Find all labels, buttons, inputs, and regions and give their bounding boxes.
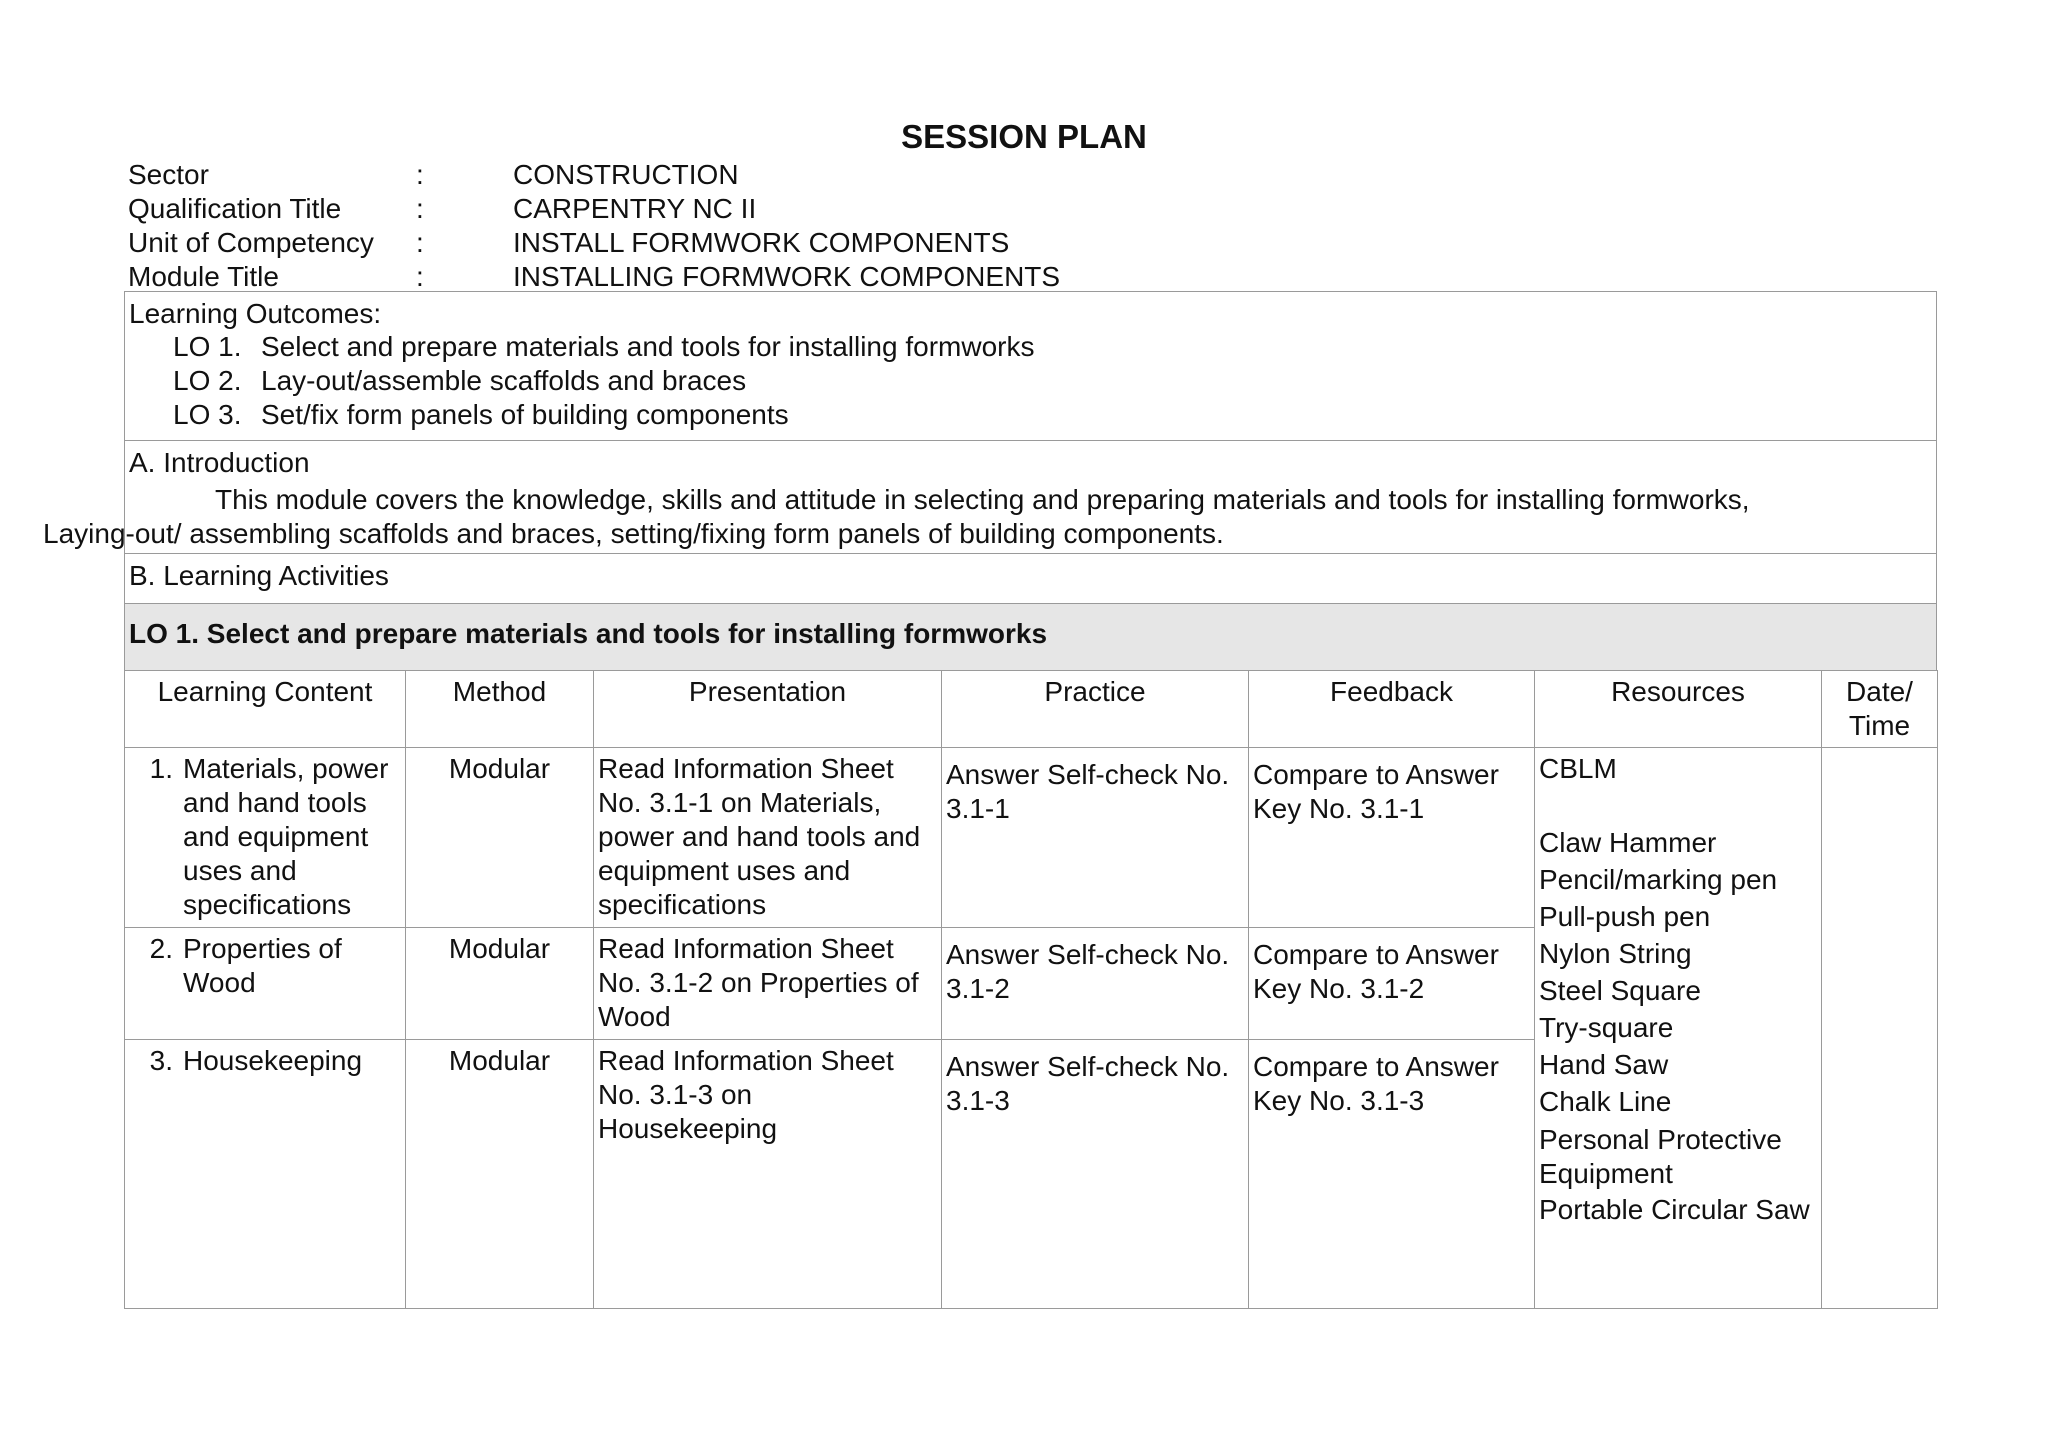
content-cell [125,928,406,1040]
meta-value: INSTALL FORMWORK COMPONENTS [513,227,1010,258]
resource-item: Try-square [1539,1012,1674,1043]
lo-section-heading: LO 1. Select and prepare materials and tools for installing formworks [124,603,1937,670]
header-presentation: Presentation [594,671,942,748]
feedback-cell: Compare to Answer Key No. 3.1-3 [1249,1040,1535,1309]
meta-colon: : [416,193,424,224]
meta-label: Module Title [128,261,279,292]
item-number: 1. [149,753,173,784]
lo-text: Select and prepare materials and tools for installing formworks [261,331,1035,362]
header-method: Method [406,671,594,748]
meta-label: Qualification Title [128,193,342,224]
table-row [125,748,1938,928]
practice-cell: Answer Self-check No. 3.1-3 [942,1040,1249,1309]
introduction-heading: A. Introduction [129,447,310,478]
meta-colon: : [416,159,424,190]
content-cell [125,1040,406,1309]
learning-outcomes-box [124,291,1937,440]
learning-outcome-item [129,330,1932,364]
lo-text: Set/fix form panels of building components [261,399,789,430]
resources-cell [1535,748,1822,1309]
learning-outcome-item [129,364,1932,398]
presentation-cell: Read Information Sheet No. 3.1-3 on Housekeeping [594,1040,942,1309]
feedback-cell: Compare to Answer Key No. 3.1-1 [1249,748,1535,928]
lo-number: LO 2. [173,365,242,396]
resource-item: Nylon String [1539,938,1692,969]
lo-text: Lay-out/assemble scaffolds and braces [261,365,747,396]
item-number: 3. [149,1045,173,1076]
resource-item: Claw Hammer [1539,827,1717,858]
presentation-cell: Read Information Sheet No. 3.1-2 on Properties of Wood [594,928,942,1040]
meta-colon: : [416,261,424,292]
resource-item: Portable Circular Saw [1539,1194,1810,1225]
resource-item: Chalk Line [1539,1086,1672,1117]
method-cell: Modular [406,748,594,928]
resource-item: Pull-push pen [1539,901,1711,932]
presentation-cell: Read Information Sheet No. 3.1-1 on Materials, power and hand tools and equipment uses and specifications [594,748,942,928]
practice-cell: Answer Self-check No. 3.1-1 [942,748,1249,928]
meta-value: INSTALLING FORMWORK COMPONENTS [513,261,1061,292]
content-text: Materials, power and hand tools and equipment uses and specifications [183,753,389,920]
introduction-line-2: Laying-out/ assembling scaffolds and braces, setting/fixing form panels of building components. [43,518,1224,549]
introduction-box [43,440,1937,553]
header-resources: Resources [1535,671,1822,748]
content-cell [125,748,406,928]
resource-item: CBLM [1539,753,1617,784]
resource-item: Pencil/marking pen [1539,864,1778,895]
learning-activities-table [124,670,1938,1309]
feedback-cell: Compare to Answer Key No. 3.1-2 [1249,928,1535,1040]
header-learning-content: Learning Content [125,671,406,748]
practice-cell: Answer Self-check No. 3.1-2 [942,928,1249,1040]
introduction-body [43,483,1932,551]
learning-outcomes-heading: Learning Outcomes: [129,298,382,329]
lo-number: LO 1. [173,331,242,362]
meta-label: Unit of Competency [128,227,374,258]
learning-outcome-item [129,398,1932,432]
lo-number: LO 3. [173,399,242,430]
page-title: SESSION PLAN [901,118,1147,155]
resources-list [1539,752,1817,1227]
header-date-time: Date/ Time [1822,671,1938,748]
table-header-row [125,671,1938,748]
meta-value: CARPENTRY NC II [513,193,757,224]
resource-item: Personal Protective Equipment [1539,1124,1782,1189]
method-cell: Modular [406,928,594,1040]
resource-item: Hand Saw [1539,1049,1669,1080]
introduction-line-1: This module covers the knowledge, skills and attitude in selecting and preparing materials and tools for installing formworks, [215,484,1750,515]
method-cell: Modular [406,1040,594,1309]
content-text: Properties of Wood [183,933,342,998]
item-number: 2. [149,933,173,964]
learning-activities-heading: B. Learning Activities [124,553,1937,603]
header-practice: Practice [942,671,1249,748]
header-feedback: Feedback [1249,671,1535,748]
meta-colon: : [416,227,424,258]
date-time-cell [1822,748,1938,1309]
meta-label: Sector [128,159,209,190]
content-text: Housekeeping [183,1045,363,1076]
resource-item: Steel Square [1539,975,1701,1006]
meta-value: CONSTRUCTION [513,159,739,190]
